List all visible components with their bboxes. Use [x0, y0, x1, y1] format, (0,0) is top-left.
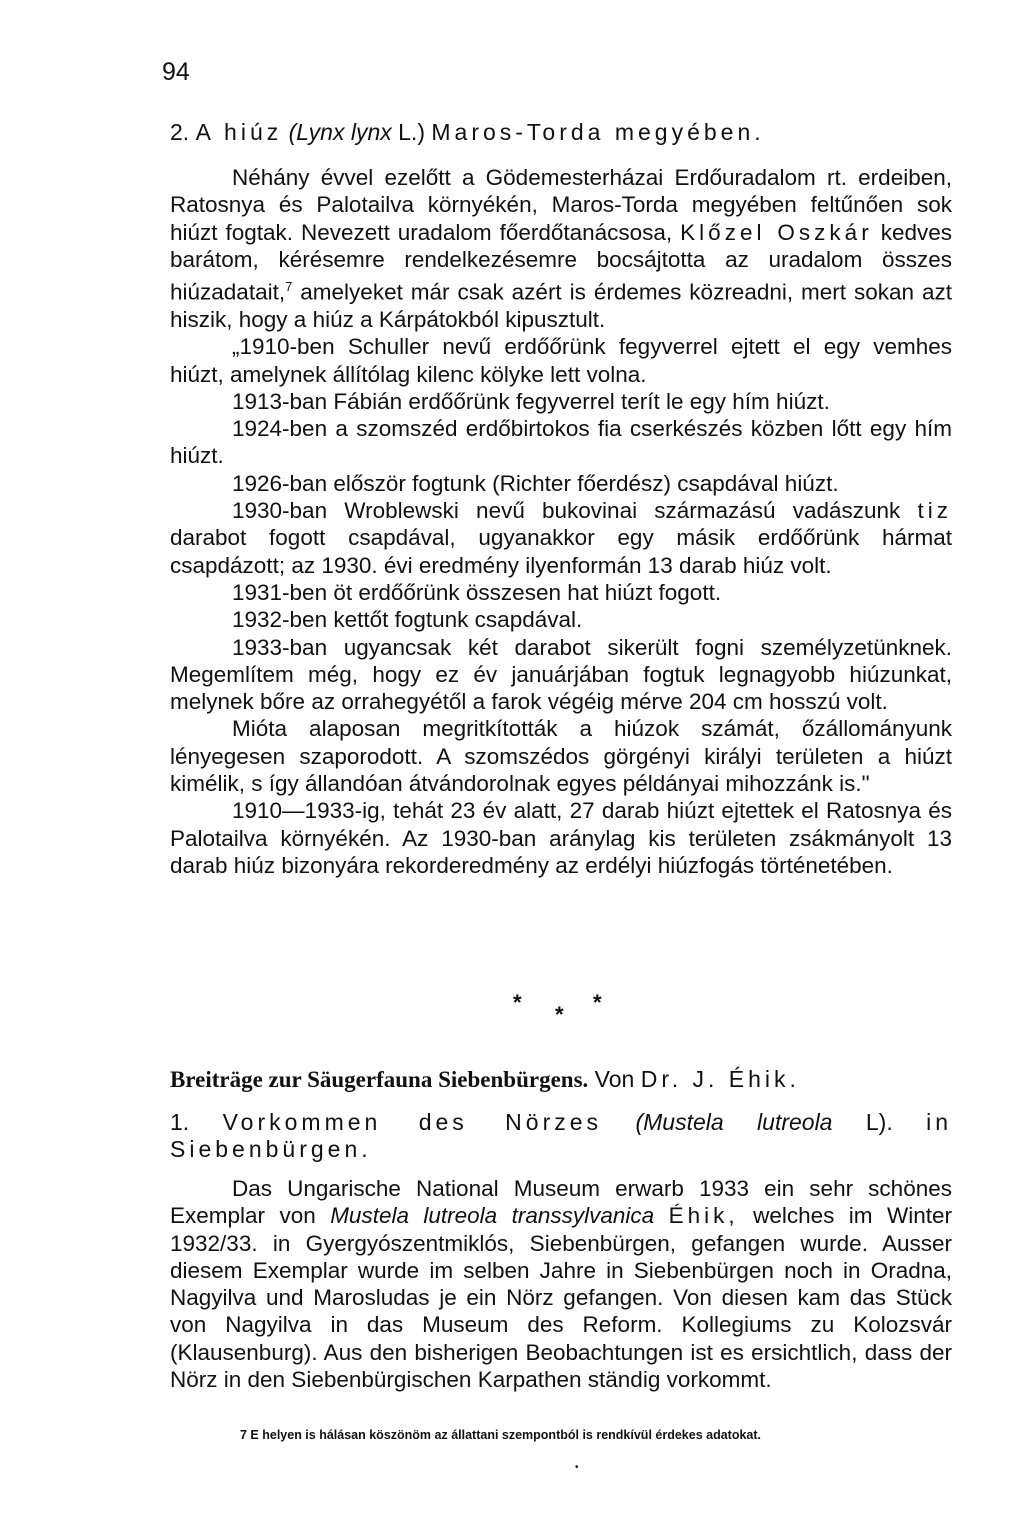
article-title — [170, 1064, 952, 1095]
paragraph — [170, 164, 952, 333]
emphasis: tiz — [917, 498, 952, 524]
page-number: 94 — [162, 58, 190, 86]
heading-post: in Siebenbürgen. — [170, 1109, 953, 1162]
heading-latin: (Lynx lynx — [288, 119, 392, 145]
section-separator — [0, 988, 1024, 1028]
author-name: Dr. J. Éhik. — [640, 1066, 800, 1092]
paragraph: 1926-ban először fogtunk (Richter főerdész) csapdával hiúzt. — [232, 470, 839, 496]
heading-post: Maros-Torda megyében. — [431, 119, 765, 145]
paragraph — [170, 1175, 952, 1393]
section-hiuz — [170, 116, 952, 879]
asterisk: * — [513, 990, 522, 1015]
section-noerz — [170, 1064, 952, 1393]
paragraph: 1932-ben kettőt fogtunk csapdával. — [232, 607, 583, 633]
footnote: 7 E helyen is hálásan köszönöm az állattani szempontból is rendkívül érdekes adatokat. — [240, 1428, 762, 1442]
asterisk: * — [555, 1002, 564, 1027]
paragraph: 1910—1933-ig, tehát 23 év alatt, 27 darab hiúzt ejtettek el Ratosnya és Palotailva környékén. Az 1930-ban aránylag kis területen zsákmányolt 13 darab hiúz bizonyára rekorderedmény az erdélyi hiúzfogás történetében. — [170, 798, 952, 878]
heading-latin: (Mustela lutreola — [635, 1109, 833, 1135]
paragraph: Mióta alaposan megritkították a hiúzok számát, őzállományunk lényegesen szaporodott. A szomszédos görgényi királyi területen a hiúzt kimélik, s így állandóan átvándorolnak egyes példányai mihozzánk is." — [170, 716, 952, 797]
heading-pre: Vorkommen des Nörzes — [222, 1109, 603, 1135]
taxon-author: Éhik, — [668, 1203, 739, 1229]
paragraph: 1933-ban ugyancsak két darabot sikerült fogni személyzetünknek. Megemlítem még, hogy ez év januárjában fogtuk legnagyobb hiúzunkat, melynek bőre az orrahegyétől a farok végéig mérve 204 cm hosszú volt. — [170, 634, 952, 715]
heading-pre: A hiúz — [195, 119, 283, 145]
asterisk: * — [593, 990, 602, 1015]
text: darabot fogott csapdával, ugyanakkor egy másik erdőőrünk hármat csapdázott; az 1930. évi eredmény ilyenformán 13 darab hiúz volt. — [170, 525, 952, 578]
paragraph: 1931-ben öt erdőőrünk összesen hat hiúzt fogott. — [232, 579, 722, 605]
text: amelyeket már csak azért is érdemes közreadni, mert sokan azt hiszik, hogy a hiúz a Kárpátokból kipusztult. — [170, 279, 952, 332]
text: 1930-ban Wroblewski nevű bukovinai származású vadászunk — [232, 498, 901, 524]
text: Das Ungarische National Museum erwarb 1933 ein sehr schönes Exemplar von — [170, 1176, 952, 1229]
byline: Von — [594, 1066, 635, 1092]
section-heading — [170, 116, 952, 148]
paragraph: „1910-ben Schuller nevű erdőőrünk fegyverrel ejtett el egy vemhes hiúzt, amelynek állítólag kilenc kölyke lett volna. — [170, 334, 952, 387]
footnote-ref: 7 — [285, 279, 293, 295]
paragraph: 1924-ben a szomszéd erdőbirtokos fia cserkészés közben lőtt egy hím hiúzt. — [170, 416, 952, 469]
stray-mark: • — [575, 1462, 579, 1473]
title-text: Breiträge zur Säugerfauna Siebenbürgens. — [170, 1067, 589, 1092]
paragraph — [170, 497, 952, 579]
heading-author: L.) — [398, 119, 425, 145]
heading-author: L). — [865, 1109, 893, 1135]
latin-name: Mustela lutreola transsylvanica — [330, 1203, 655, 1229]
heading-number: 1. — [170, 1109, 190, 1135]
text: Néhány évvel ezelőtt a Gödemesterházai Erdőuradalom rt. erdeiben, Ratosnya és Palotailva környékén, Maros-Torda megyében feltűnően sok hiúzt fogtak. Nevezett uradalom főerdőtanácsosa, — [170, 165, 952, 245]
text: kedves barátom, kérésemre rendelkezésemre bocsájtotta az uradalom összes hiúzadatait, — [170, 219, 952, 305]
text: welches im Winter 1932/33. in Gyergyószentmiklós, Siebenbürgen, gefangen wurde. Ausser diesem Exemplar wurde im selben Jahre in Siebenbürgen noch in Oradna, Nagyilva und Marosludas je ein Nörz gefangen. Von diesen kam das Stück von Nagyilva in das Museum des Reform. Kollegiums zu Kolozsvár (Klausenburg). Aus den bisherigen Beobachtungen ist es ersichtlich, dass der Nörz in den Siebenbürgischen Karpathen ständig vorkommt. — [170, 1203, 952, 1393]
heading-number: 2. — [170, 119, 190, 145]
subsection-heading — [170, 1109, 952, 1163]
paragraph: 1913-ban Fábián erdőőrünk fegyverrel terít le egy hím hiúzt. — [232, 388, 830, 414]
person-name: Klőzel Oszkár — [680, 219, 873, 245]
